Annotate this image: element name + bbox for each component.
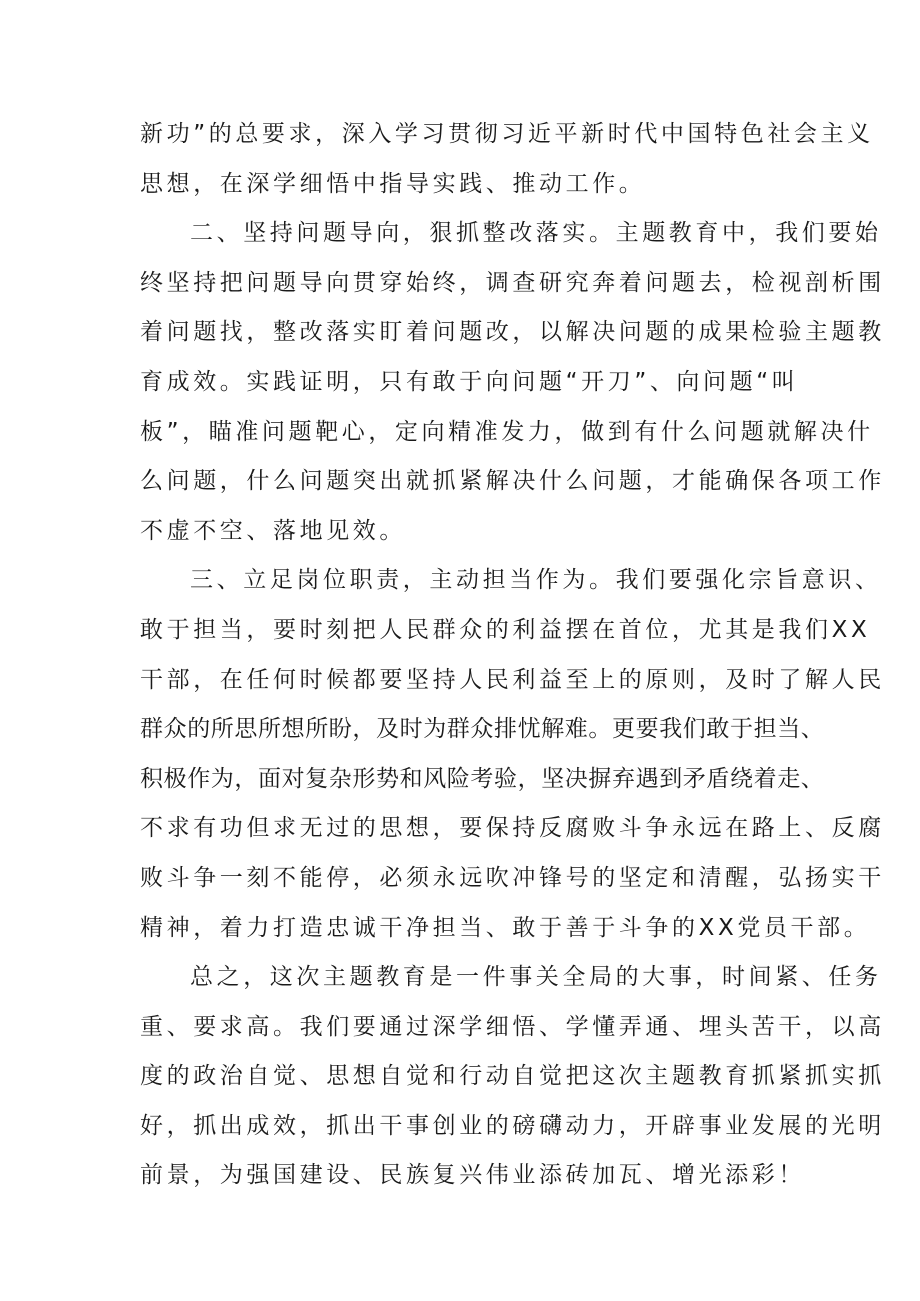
text-line: 积极作为，面对复杂形势和风险考验，坚决摒弃遇到矛盾绕着走、 [140,765,825,792]
text-line: 前景，为强国建设、民族复兴伟业添砖加瓦、增光添彩！ [140,1162,805,1189]
text-line: 干部，在任何时候都要坚持人民利益至上的原则，及时了解人民 [140,666,885,693]
text-line: 败斗争一刻不能停，必须永远吹冲锋号的坚定和清醒，弘扬实干 [140,864,885,891]
text-line: 精神，着力打造忠诚干净担当、敢于善于斗争的XX党员干部。 [140,914,871,941]
text-line: 思想，在深学细悟中指导实践、推动工作。 [140,170,646,197]
text-line: 新功”的总要求，深入学习贯彻习近平新时代中国特色社会主义 [140,121,874,147]
text-line: 好，抓出成效，抓出干事创业的磅礴动力，开辟事业发展的光明 [140,1112,885,1139]
section-three-heading-line: 三、立足岗位职责，主动担当作为。我们要强化宗旨意识、 [190,567,882,594]
text-line: 不虚不空、落地见效。 [140,517,406,544]
text-line: 群众的所思所想所盼，及时为群众排忧解难。更要我们敢于担当、 [140,716,825,743]
text-line: 重、要求高。我们要通过深学细悟、学懂弄通、埋头苦干，以高 [140,1013,885,1040]
conclusion-heading-line: 总之，这次主题教育是一件事关全局的大事，时间紧、任务 [190,964,882,991]
section-two-heading-line: 二、坚持问题导向，狠抓整改落实。主题教育中，我们要始 [190,220,882,247]
text-line: 板”，瞄准问题靶心，定向精准发力，做到有什么问题就解决什 [140,418,874,445]
text-line: 育成效。实践证明，只有敢于向问题“开刀”、向问题“叫 [140,368,799,395]
text-line: 不求有功但求无过的思想，要保持反腐败斗争永远在路上、反腐 [140,815,885,842]
text-line: 着问题找，整改落实盯着问题改，以解决问题的成果检验主题教 [140,319,885,346]
text-line: 么问题，什么问题突出就抓紧解决什么问题，才能确保各项工作 [140,468,885,495]
document-body [140,110,885,1201]
text-line: 敢于担当，要时刻把人民群众的利益摆在首位，尤其是我们XX [140,616,871,643]
text-line: 度的政治自觉、思想自觉和行动自觉把这次主题教育抓紧抓实抓 [140,1063,885,1090]
text-line: 终坚持把问题导向贯穿始终，调查研究奔着问题去，检视剖析围 [140,269,885,296]
